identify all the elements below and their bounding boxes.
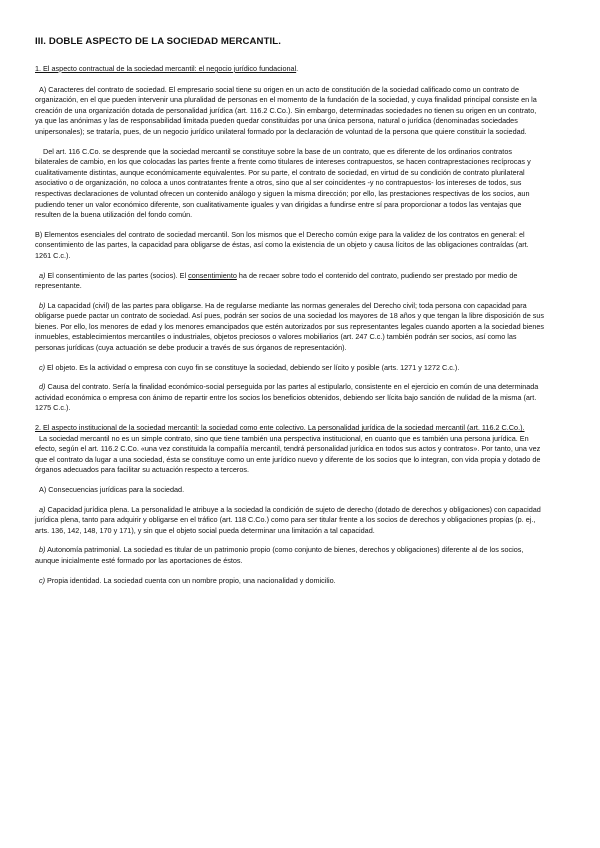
item-a-label: a) (39, 270, 46, 280)
section1-a-text: El empresario social tiene su origen en un acto de constitución de la sociedad calificado como un contrato de organización, en el que pueden intervenir una pluralidad de personas en el momento de la fundación de la sociedad, y cuya finalidad principal consiste en la creación de una organización dotada de personalidad jurídica (art. 116.2 C.Co.). Sin embargo, determinadas sociedades no tienen su origen en un contrato, ya que las anónimas y las de responsabilidad limitada pueden quedar constituidas por una única persona, natural o jurídica (denominadas sociedades unipersonales); se trataría, pues, de un negocio jurídico unilateral formado por la declaración de voluntad de la persona que quiere constituir la sociedad. (35, 84, 537, 136)
s2-item-c-text: La sociedad cuenta con un nombre propio, una nacionalidad y domicilio. (101, 575, 336, 585)
section1-heading-text: 1. El aspecto contractual de la sociedad mercantil: el negocio jurídico fundacional (35, 64, 297, 73)
section2-item-a (35, 505, 545, 537)
section1-heading (35, 64, 545, 75)
section1-heading-tail: . (296, 64, 299, 73)
section1-item-a (35, 271, 545, 292)
section2-heading (35, 423, 545, 434)
item-d-title: Causa del contrato. (45, 382, 111, 392)
s2-item-b-label: b) (39, 545, 46, 555)
section2-item-c (35, 576, 545, 587)
item-b-text: Ha de regularse mediante las normas generales del Derecho civil; toda persona con capacidad para obligarse puede pactar un contrato de sociedad. Así pues, podrán ser socios de una sociedad los mayores de 18 años y que tengan la libre disposición de sus bienes. Por ello, los menores de edad y los menores emancipados que estén autorizados por sus representantes legales cuando aporten a la sociedad bienes inmuebles, establecimientos mercantiles o industriales, objetos preciosos o valores mobiliarios (art. 247 C.c.) también podrán ser socios, así como las personas jurídicas (cuya actuación se debe producir a través de sus órganos de representación). (35, 300, 545, 353)
document-page (35, 36, 545, 595)
s2-item-c-label: c) (39, 575, 46, 585)
s2-item-c-title: Propia identidad. (45, 575, 102, 585)
section1-item-b (35, 301, 545, 354)
section2-paragraph-a: A) Consecuencias jurídicas para la sociedad. (39, 485, 185, 494)
item-a-underlined: consentimiento (188, 270, 237, 280)
section1-item-c (35, 363, 545, 374)
section1-a-label: A) Caracteres del contrato de sociedad. (39, 84, 167, 94)
section2-heading-text: 2. El aspecto institucional de la sociedad mercantil: la sociedad como ente colectivo. La personalidad jurídica de la sociedad mercantil (art. 116.2 C.Co.). (35, 423, 525, 433)
section2-intro: La sociedad mercantil no es un simple contrato, sino que tiene también una perspectiva institucional, en cuanto que es también una persona jurídica. En efecto, según el art. 116.2 C.Co. «una vez constituida la compañía mercantil, tendrá personalidad jurídica en todos sus actos y contratos». Por tanto, una vez que el contrato da lugar a una sociedad, ésta se constituye como un ente jurídico nuevo y diferente de los socios que lo integran, con vida propia y dotado de órganos adecuados para facilitar su actuación respecto a terceros. (35, 433, 541, 475)
s2-item-a-title: Capacidad jurídica plena. (45, 504, 130, 514)
section1-b-text: Son los mismos que el Derecho común exige para la validez de los contratos en general: el consentimiento de las partes, la capacidad para obligarse de éstas, así como la existencia de un objeto y causa lícitos de las obligaciones contraídas (art. 1261 C.c.). (35, 229, 529, 260)
document-title: III. DOBLE ASPECTO DE LA SOCIEDAD MERCANTIL. (35, 36, 282, 47)
item-c-label: c) (39, 362, 46, 372)
section1-paragraph-a (35, 85, 545, 138)
s2-item-a-text: La personalidad le atribuye a la sociedad la condición de sujeto de derecho (dotado de derechos y obligaciones) con capacidad jurídica plena, tanto para adquirir y obligarse en el tráfico (art. 118 C.Co.) como para ser titular frente a los socios de derechos y obligaciones propias (p. ej., arts. 136, 142, 148, 170 y 171), y sin que el objeto social pueda determinar una limitación a tal capacidad. (35, 504, 541, 535)
section2-item-b (35, 545, 545, 566)
section1-paragraph-b (35, 230, 545, 262)
item-b-label: b) (39, 300, 46, 310)
section1-paragraph-a2: Del art. 116 C.Co. se desprende que la sociedad mercantil se constituye sobre la base de un contrato, que es diferente de los ordinarios contratos bilaterales de cambio, en los que colocadas las partes frente a frente como titulares de intereses contrapuestos, se hacen contraprestaciones recíprocas y cualitativamente distintas, aunque económicamente equivalentes. Por su parte, el contrato de sociedad, en virtud de su condición de contrato plurilateral asociativo o de organización, no coloca a unos contratantes frente a otros, sino que al ser coincidentes -y no contrapuestos- los intereses de todos, sus respectivas declaraciones de voluntad ofrecen un contenido análogo y siguen la misma dirección; por ello, las prestaciones respectivas de los socios, aun pudiendo tener un valor económico diferente, son cualitativamente iguales y van dirigidas a fundirse entre sí para proporcionar a todos las ventajas que resulten de la buena utilización del fondo común. (35, 146, 531, 220)
section1-b-label: B) Elementos esenciales del contrato de sociedad mercantil. (35, 229, 230, 239)
s2-item-b-text: La sociedad es titular de un patrimonio propio (como conjunto de bienes, derechos y obligaciones) diferente al de los socios, aunque inicialmente esté formado por las aportaciones de éstos. (35, 545, 524, 565)
item-a-title: El consentimiento de las partes (socios). (45, 270, 178, 280)
item-c-title: El objeto. (45, 362, 78, 372)
s2-item-b-title: Autonomía patrimonial. (45, 545, 122, 555)
s2-item-a-label: a) (39, 504, 46, 514)
item-b-title: La capacidad (civil) de las partes para obligarse. (45, 300, 204, 310)
section1-item-d (35, 382, 545, 414)
item-a-text: ha de recaer sobre todo el contenido del contrato, pudiendo ser prestado por medio de representante. (35, 270, 518, 291)
item-c-text: Es la actividad o empresa con cuyo fin se constituye la sociedad, debiendo ser lícito y posible (arts. 1271 y 1272 C.c.). (77, 362, 460, 372)
item-d-text: Sería la finalidad económico-social perseguida por las partes al estipularlo, consistente en el ejercicio en común de una determinada actividad económica o empresa con ánimo de repartir entre los socios los beneficios obtenidos, debiendo ser lícita bajo sanción de nulidad de la misma (art. 1275 C.c.). (35, 382, 539, 413)
item-d-label: d) (39, 382, 46, 392)
item-a-pre: El (177, 270, 189, 280)
